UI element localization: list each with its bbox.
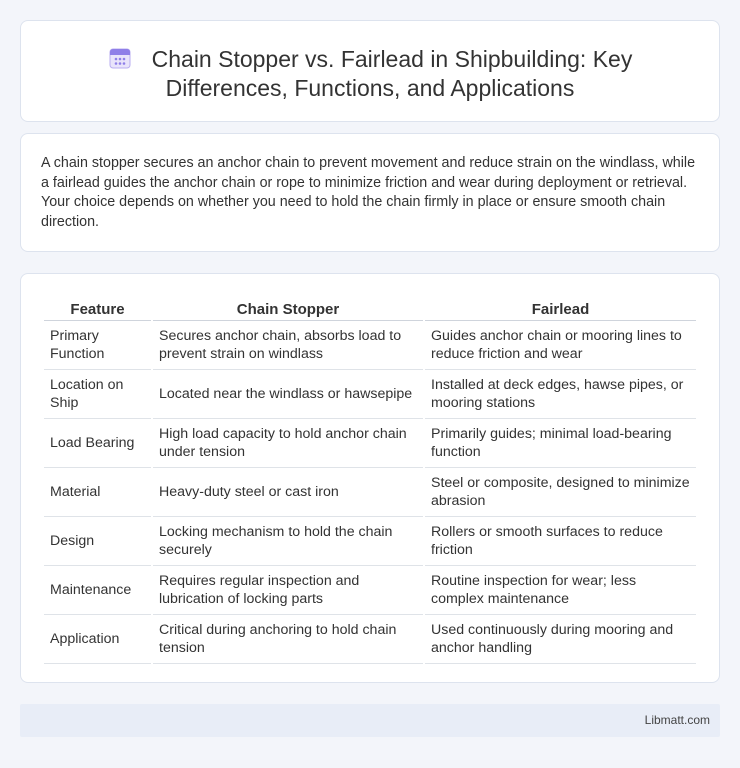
intro-paragraph: A chain stopper secures an anchor chain to prevent movement and reduce strain on the windlass, while a fairlead guides the anchor chain or rope to minimize friction and wear during deployment or retrieval. Your choice depends on whether you need to hold the chain firmly in place or ensure smooth chain direction. — [41, 155, 696, 230]
table-row — [44, 566, 696, 615]
row-feature: Load Bearing — [44, 419, 151, 468]
comparison-card — [20, 273, 720, 683]
row-chain-stopper: Located near the windlass or hawsepipe — [153, 370, 423, 419]
row-fairlead: Primarily guides; minimal load-bearing function — [425, 419, 696, 468]
row-fairlead: Installed at deck edges, hawse pipes, or mooring stations — [425, 370, 696, 419]
table-row — [44, 419, 696, 468]
row-feature: Material — [44, 468, 151, 517]
row-chain-stopper: Locking mechanism to hold the chain securely — [153, 517, 423, 566]
row-fairlead: Guides anchor chain or mooring lines to reduce friction and wear — [425, 321, 696, 370]
title-line-1: Chain Stopper vs. Fairlead in Shipbuilding: Key — [151, 46, 633, 72]
comparison-table — [42, 294, 698, 664]
table-row — [44, 517, 696, 566]
page-title — [21, 45, 719, 103]
footer-brand-link[interactable]: Libmatt.com — [644, 713, 710, 727]
header-chain-stopper: Chain Stopper — [153, 294, 423, 321]
footer — [20, 704, 720, 737]
table-row — [44, 370, 696, 419]
title-card — [20, 20, 720, 122]
row-chain-stopper: Secures anchor chain, absorbs load to prevent strain on windlass — [153, 321, 423, 370]
title-line-2: Differences, Functions, and Applications — [165, 75, 575, 101]
header-feature: Feature — [44, 294, 151, 321]
row-feature: Location on Ship — [44, 370, 151, 419]
intro-card — [20, 133, 720, 252]
header-fairlead: Fairlead — [425, 294, 696, 321]
row-fairlead: Routine inspection for wear; less complex maintenance — [425, 566, 696, 615]
row-fairlead: Rollers or smooth surfaces to reduce friction — [425, 517, 696, 566]
table-row — [44, 321, 696, 370]
row-fairlead: Used continuously during mooring and anchor handling — [425, 615, 696, 664]
row-feature: Design — [44, 517, 151, 566]
table-row — [44, 468, 696, 517]
row-feature: Maintenance — [44, 566, 151, 615]
row-feature: Application — [44, 615, 151, 664]
row-chain-stopper: High load capacity to hold anchor chain under tension — [153, 419, 423, 468]
row-feature: Primary Function — [44, 321, 151, 370]
row-fairlead: Steel or composite, designed to minimize abrasion — [425, 468, 696, 517]
row-chain-stopper: Requires regular inspection and lubrication of locking parts — [153, 566, 423, 615]
calendar-icon — [108, 46, 132, 70]
table-row — [44, 615, 696, 664]
row-chain-stopper: Heavy-duty steel or cast iron — [153, 468, 423, 517]
row-chain-stopper: Critical during anchoring to hold chain tension — [153, 615, 423, 664]
table-header-row — [44, 294, 696, 321]
